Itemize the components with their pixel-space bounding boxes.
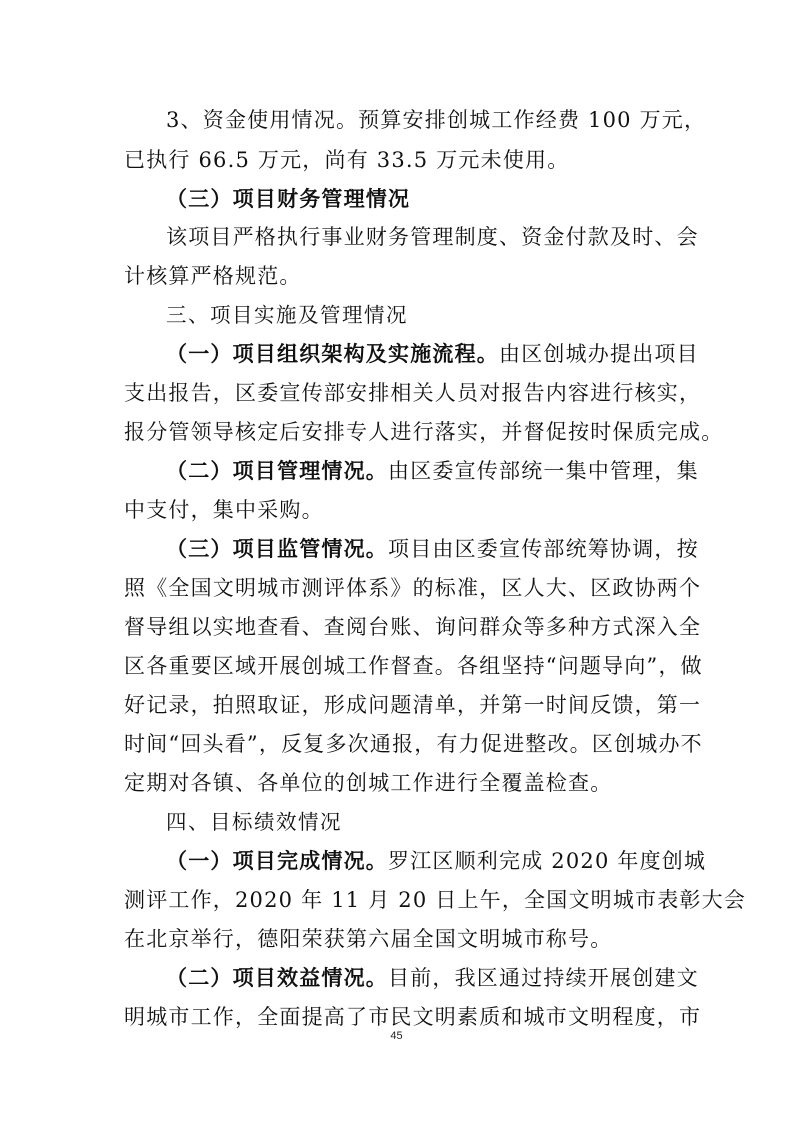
inline-heading: （一）项目组织架构及实施流程。	[166, 342, 499, 366]
paragraph-line: 督导组以实地查看、查阅台账、询问群众等多种方式深入全	[124, 615, 702, 639]
paragraph-line	[166, 341, 699, 367]
paragraph-line: 明城市工作，全面提高了市民文明素质和城市文明程度，市	[124, 1005, 702, 1029]
section-heading: 三、项目实施及管理情况	[166, 303, 408, 327]
paragraph-line: 中支付，集中采购。	[124, 498, 324, 522]
paragraph-line	[166, 965, 699, 991]
page-number: 45	[390, 1030, 403, 1042]
paragraph-line: 在北京举行，德阳荣获第六届全国文明城市称号。	[124, 927, 613, 951]
paragraph-line: 时间“回头看”，反复多次通报，有力促进整改。区创城办不	[124, 732, 703, 756]
paragraph-text: 罗江区顺利完成 2020 年度创城	[388, 849, 707, 873]
paragraph-line	[166, 536, 699, 562]
paragraph-line: 该项目严格执行事业财务管理制度、资金付款及时、会	[166, 225, 699, 249]
inline-heading: （三）项目监管情况。	[166, 537, 388, 561]
paragraph-line	[166, 458, 699, 484]
paragraph-line: 照《全国文明城市测评体系》的标准，区人大、区政协两个	[124, 576, 702, 600]
paragraph-line: 定期对各镇、各单位的创城工作进行全覆盖检查。	[124, 771, 613, 795]
paragraph-line: 区各重要区域开展创城工作督查。各组坚持“问题导向”，做	[124, 654, 703, 678]
section-heading: 四、目标绩效情况	[166, 810, 342, 834]
paragraph-text: 由区委宣传部统一集中管理，集	[388, 459, 699, 483]
inline-heading: （二）项目管理情况。	[166, 459, 388, 483]
paragraph-line: 测评工作，2020 年 11 月 20 日上午，全国文明城市表彰大会	[124, 888, 747, 912]
paragraph-line	[166, 848, 707, 874]
paragraph-line: 计核算严格规范。	[124, 264, 302, 288]
inline-heading: （二）项目效益情况。	[166, 966, 388, 990]
subsection-heading: （三）项目财务管理情况	[166, 187, 411, 211]
paragraph-line: 已执行 66.5 万元，尚有 33.5 万元未使用。	[124, 148, 570, 172]
paragraph-line: 好记录，拍照取证，形成问题清单，并第一时间反馈，第一	[124, 693, 702, 717]
paragraph-line: 支出报告，区委宣传部安排相关人员对报告内容进行核实，	[124, 381, 702, 405]
paragraph-line: 报分管领导核定后安排专人进行落实，并督促按时保质完成。	[124, 420, 724, 444]
paragraph-text: 由区创城办提出项目	[499, 342, 699, 366]
paragraph-text: 项目由区委宣传部统筹协调，按	[388, 537, 699, 561]
inline-heading: （一）项目完成情况。	[166, 849, 388, 873]
paragraph-text: 目前，我区通过持续开展创建文	[388, 966, 699, 990]
paragraph-line: 3、资金使用情况。预算安排创城工作经费 100 万元，	[166, 108, 707, 132]
